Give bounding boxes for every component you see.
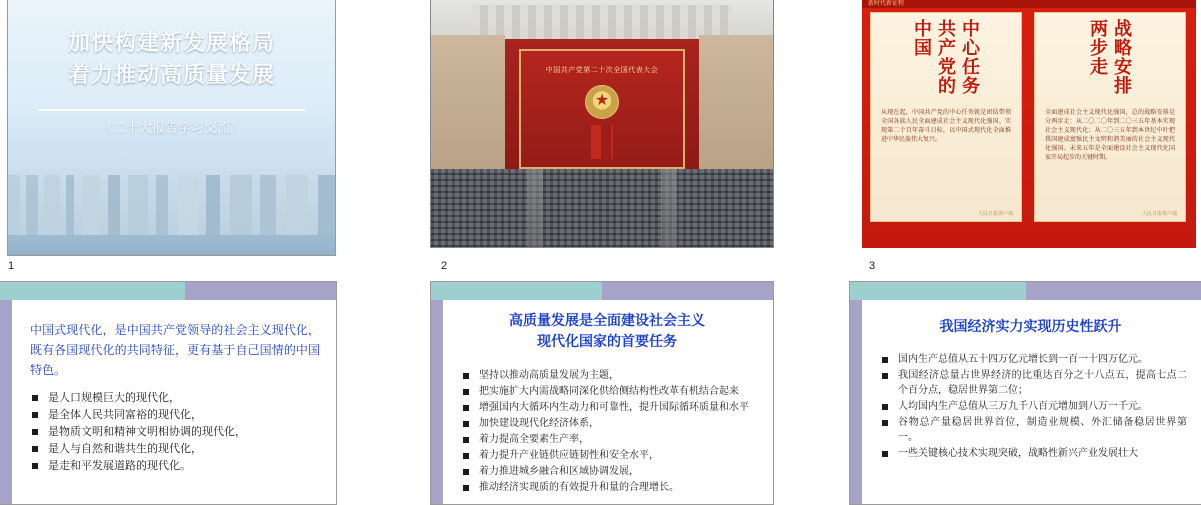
left-heading-col3: 中心任务 xyxy=(960,19,980,95)
list-item: 是人口规模巨大的现代化， xyxy=(30,390,322,406)
slide-thumbnail-4[interactable] xyxy=(0,281,337,505)
aisle-right xyxy=(661,169,677,247)
slide-number-1: 1 xyxy=(8,260,15,272)
right-heading-col1: 两步走 xyxy=(1088,19,1108,76)
list-item: 一些关键核心技术实现突破，战略性新兴产业发展壮大 xyxy=(880,446,1187,461)
aisle-left xyxy=(527,169,543,247)
list-item: 着力提高全要素生产率， xyxy=(461,432,759,447)
slide-thumbnail-1[interactable] xyxy=(7,0,336,256)
slide-thumbnail-6[interactable] xyxy=(849,281,1201,505)
slide5-left-stripe xyxy=(431,300,443,504)
left-heading-col2: 共产党的 xyxy=(936,19,956,95)
slide1-title xyxy=(8,27,335,91)
list-item: 着力提升产业链供应链韧性和安全水平， xyxy=(461,448,759,463)
slide6-left-stripe xyxy=(850,300,862,504)
slide4-top-band xyxy=(0,282,336,300)
list-item: 人均国内生产总值从三万九千八百元增加到八万一千元。 xyxy=(880,399,1187,414)
slide3-right-heading xyxy=(1041,19,1179,97)
slide4-bullet-list xyxy=(30,390,322,475)
list-item: 是走和平发展道路的现代化。 xyxy=(30,458,322,474)
slide3-left-card xyxy=(870,12,1022,222)
list-item: 是全体人民共同富裕的现代化， xyxy=(30,407,322,423)
list-item: 是物质文明和精神文明相协调的现代化， xyxy=(30,424,322,440)
slide3-right-card xyxy=(1034,12,1186,222)
band-purple xyxy=(1026,282,1201,300)
slide-number-2: 2 xyxy=(441,260,448,272)
red-flags-row xyxy=(591,125,613,159)
slide6-title: 我国经济实力实现历史性跃升 xyxy=(939,318,1122,334)
hall-wall-left xyxy=(431,35,505,185)
congress-banner-text: 中国共产党第二十次全国代表大会 xyxy=(545,67,659,74)
slide4-lead-text: 中国式现代化，是中国共产党领导的社会主义现代化，既有各国现代化的共同特征，更有基于自己国情的中国特色。 xyxy=(30,323,320,377)
list-item: 谷物总产量稳居世界首位，制造业规模、外汇储备稳居世界第一。 xyxy=(880,415,1187,445)
band-purple xyxy=(602,282,773,300)
right-heading-col2: 战略安排 xyxy=(1112,19,1132,95)
slide-thumbnail-2[interactable] xyxy=(430,0,774,248)
slide3-left-footer: 人民日报客户端 xyxy=(977,211,1013,217)
band-teal xyxy=(850,282,1026,300)
slide-thumbnail-5[interactable] xyxy=(430,281,774,505)
title-divider xyxy=(38,109,305,111)
slide3-top-bar xyxy=(862,0,1196,8)
water-band xyxy=(8,235,335,255)
list-item: 增强国内大循环内生动力和可靠性，提升国际循环质量和水平 xyxy=(461,400,759,415)
slide-thumbnail-3[interactable] xyxy=(862,0,1196,248)
hall-stage-backdrop xyxy=(505,39,699,169)
list-item: 加快建设现代化经济体系， xyxy=(461,416,759,431)
slide4-left-stripe xyxy=(0,300,12,504)
slide-number-3: 3 xyxy=(869,260,876,272)
slide6-top-band xyxy=(850,282,1201,300)
slide5-title xyxy=(455,310,759,352)
slide3-right-footer: 人民日报客户端 xyxy=(1141,211,1177,217)
slide2-photo xyxy=(431,0,773,247)
slide5-top-band xyxy=(431,282,773,300)
party-emblem-icon xyxy=(585,85,619,119)
slide6-bullet-list xyxy=(880,352,1187,462)
list-item: 把实施扩大内需战略同深化供给侧结构性改革有机结合起来 xyxy=(461,384,759,399)
slide5-title-line2: 现代化国家的首要任务 xyxy=(537,333,677,349)
audience-seating xyxy=(431,169,773,247)
list-item: 国内生产总值从五十四万亿元增长到一百一十四万亿元。 xyxy=(880,352,1187,367)
band-teal xyxy=(431,282,602,300)
slide3-left-heading xyxy=(877,19,1015,97)
list-item: 是人与自然和谐共生的现代化， xyxy=(30,441,322,457)
band-purple xyxy=(185,282,336,300)
slide5-title-line1: 高质量发展是全面建设社会主义 xyxy=(509,312,705,328)
band-teal xyxy=(0,282,185,300)
slide5-bullet-list xyxy=(461,368,759,496)
list-item: 着力推进城乡融合和区域协调发展， xyxy=(461,464,759,479)
slide1-subtitle: （二十大报告学习交流） xyxy=(99,120,243,135)
slide3-right-body: 全面建成社会主义现代化强国，总的战略安排是分两步走：从二〇二〇年到二〇三五年基本实现社会主义现代化；从二〇三五年到本世纪中叶把我国建成富强民主文明和谐美丽的社会主义现代化强国。未来五年是全面建设社会主义现代化国家开局起步的关键时期。 xyxy=(1045,110,1175,161)
slide3-top-label: 新时代新征程 xyxy=(868,1,905,7)
left-heading-col1: 中国 xyxy=(912,19,932,57)
slide1-title-line2: 着力推动高质量发展 xyxy=(67,62,275,87)
list-item: 坚持以推动高质量发展为主题， xyxy=(461,368,759,383)
slide3-left-body: 从现在起，中国共产党的中心任务就是团结带领全国各族人民全面建成社会主义现代化强国、实现第二个百年奋斗目标，以中国式现代化全面推进中华民族伟大复兴。 xyxy=(881,110,1011,143)
list-item: 我国经济总量占世界经济的比重达百分之十八点五，提高七点二个百分点，稳居世界第二位； xyxy=(880,368,1187,398)
hall-wall-right xyxy=(699,35,773,185)
list-item: 推动经济实现质的有效提升和量的合理增长。 xyxy=(461,480,759,495)
slide1-title-line1: 加快构建新发展格局 xyxy=(67,30,275,55)
